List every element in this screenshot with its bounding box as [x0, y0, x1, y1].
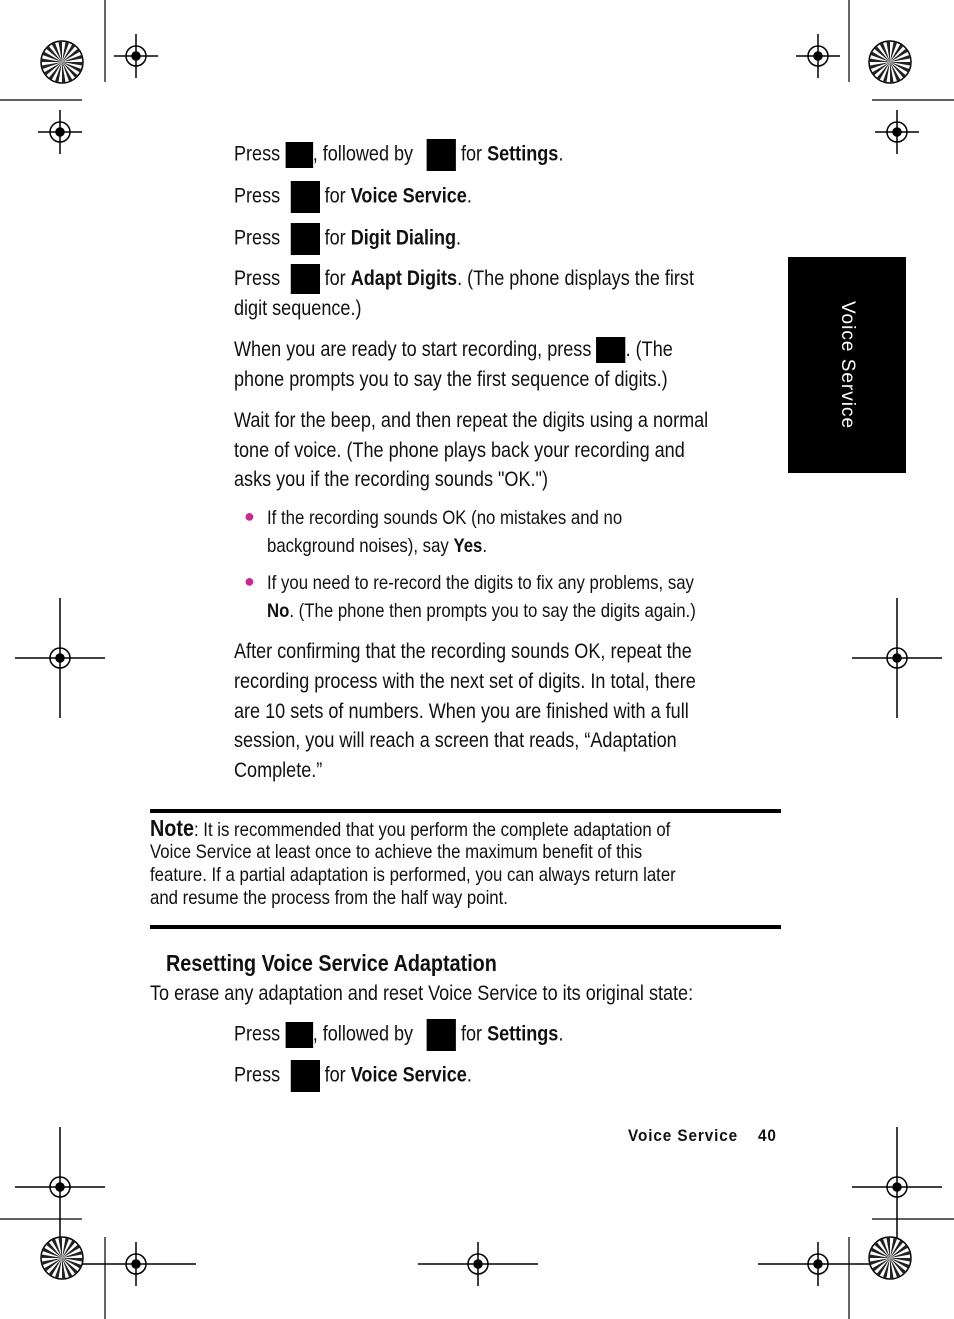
note-line-3: feature. If a partial adaptation is performed, you can always return later: [150, 864, 676, 886]
number-key-icon: [290, 223, 319, 255]
step-text: Press: [234, 267, 286, 290]
note-top-rule: [150, 809, 781, 813]
number-key-icon: [290, 1060, 319, 1092]
after-line-5: Complete.”: [234, 759, 323, 782]
step-text: , followed by: [312, 1022, 419, 1046]
reset-step-settings: [234, 1019, 563, 1051]
bullet-text: .: [482, 535, 488, 557]
note-line-1: [150, 817, 670, 842]
step-text: .: [466, 184, 472, 208]
step-text: for: [319, 267, 351, 290]
step-digit-dialing: [234, 223, 461, 255]
bullet-retry-line-1: If you need to re-record the digits to fix any problems, say: [267, 572, 694, 594]
after-line-4: session, you will reach a screen that reads, “Adaptation: [234, 729, 677, 752]
step-target: Settings: [487, 1022, 559, 1046]
step-settings: [234, 139, 563, 171]
step-target: Voice Service: [350, 1063, 467, 1087]
step-text: . (The phone displays the first: [457, 267, 694, 290]
side-tab-label: Voice Service: [837, 300, 858, 430]
number-key-icon: [427, 1019, 456, 1051]
after-line-1: After confirming that the recording sounds OK, repeat the: [234, 640, 692, 663]
step-text: Press: [234, 184, 286, 208]
menu-key-icon: [285, 142, 313, 168]
step-text: for: [319, 184, 351, 208]
step-text: for: [455, 1022, 488, 1046]
wait-line-2: tone of voice. (The phone plays back your recording and: [234, 439, 685, 462]
note-line-4: and resume the process from the half way point.: [150, 887, 508, 909]
step-target: Digit Dialing: [350, 226, 457, 250]
step-text: , followed by: [312, 142, 419, 166]
bullet-icon: ●: [244, 506, 255, 526]
starburst-target-icon: [869, 41, 911, 83]
section-intro: To erase any adaptation and reset Voice Service to its original state:: [150, 982, 694, 1005]
step-text: for: [455, 142, 488, 166]
step-text: for: [319, 1063, 351, 1087]
bullet-text: background noises), say: [267, 535, 454, 557]
step-target: Settings: [487, 142, 559, 166]
step-text: Press: [234, 226, 286, 250]
footer-title: Voice Service: [628, 1126, 739, 1145]
note-text: : It is recommended that you perform the complete adaptation of: [193, 819, 671, 841]
starburst-target-icon: [869, 1237, 911, 1279]
bullet-keyword: No: [267, 600, 290, 622]
step-text: Press: [234, 142, 286, 166]
step-target: Voice Service: [350, 184, 467, 208]
step-target: Adapt Digits: [350, 267, 458, 290]
number-key-icon: [290, 181, 319, 213]
wait-line-3: asks you if the recording sounds "OK."): [234, 468, 548, 491]
number-key-icon: [290, 264, 319, 294]
step-adapt-digits: [234, 264, 694, 294]
note-label: Note: [150, 815, 194, 841]
wait-line-1: Wait for the beep, and then repeat the digits using a normal: [234, 409, 709, 432]
page-number: 40: [758, 1126, 777, 1145]
bullet-ok-line-2: [267, 534, 487, 558]
bullet-text: . (The phone then prompts you to say the digits again.): [289, 600, 696, 622]
bullet-icon: ●: [244, 571, 255, 591]
step-start-recording-cont: phone prompts you to say the first sequence of digits.): [234, 368, 668, 391]
starburst-target-icon: [41, 41, 83, 83]
section-heading: Resetting Voice Service Adaptation: [166, 950, 497, 976]
bullet-retry-line-2: [267, 599, 696, 623]
side-tab: [788, 257, 906, 473]
note-bottom-rule: [150, 925, 781, 929]
step-text: When you are ready to start recording, press: [234, 338, 597, 361]
step-adapt-digits-cont: digit sequence.): [234, 297, 362, 320]
number-key-icon: [427, 139, 456, 171]
step-voice-service: [234, 181, 472, 213]
step-text: .: [456, 226, 462, 250]
step-text: .: [558, 142, 564, 166]
starburst-target-icon: [41, 1237, 83, 1279]
reset-step-voice-service: [234, 1060, 472, 1092]
after-line-3: are 10 sets of numbers. When you are finished with a full: [234, 700, 689, 723]
bullet-keyword: Yes: [453, 535, 483, 557]
step-text: Press: [234, 1022, 286, 1046]
note-line-2: Voice Service at least once to achieve the maximum benefit of this: [150, 841, 643, 863]
step-text: Press: [234, 1063, 286, 1087]
after-line-2: recording process with the next set of digits. In total, there: [234, 670, 696, 693]
step-text: .: [558, 1022, 564, 1046]
ok-key-icon: [596, 337, 625, 363]
menu-key-icon: [285, 1022, 313, 1048]
step-text: for: [319, 226, 351, 250]
step-text: . (The: [625, 338, 673, 361]
step-start-recording: [234, 335, 673, 365]
bullet-ok-line-1: If the recording sounds OK (no mistakes and no: [267, 507, 623, 529]
step-text: .: [466, 1063, 472, 1087]
